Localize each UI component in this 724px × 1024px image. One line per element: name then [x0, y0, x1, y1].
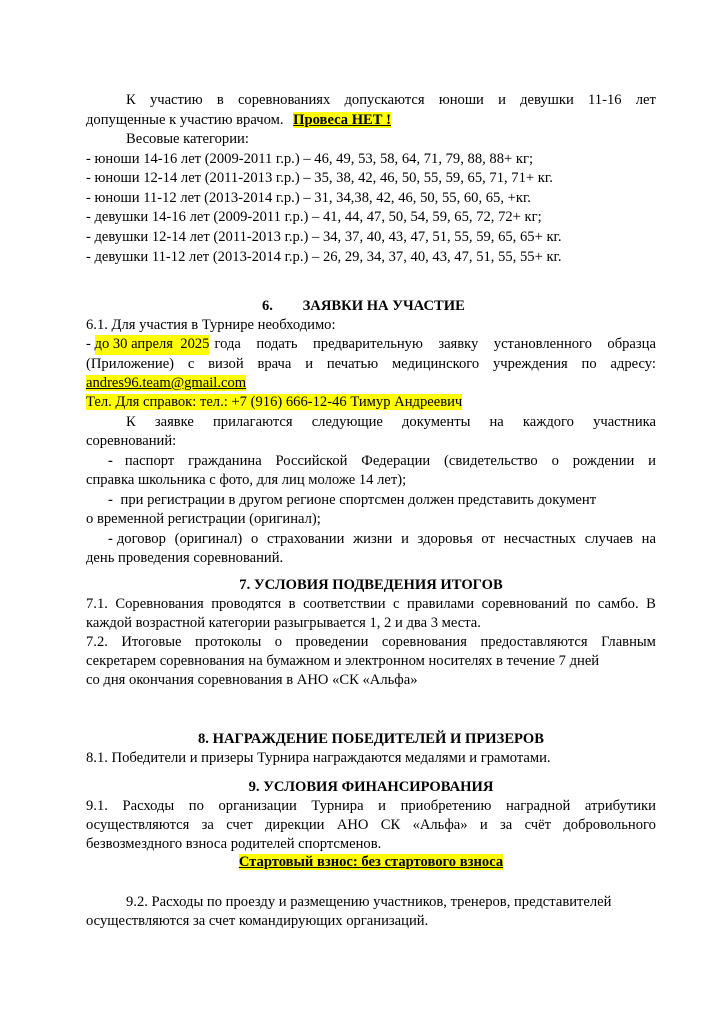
word: и [498, 92, 506, 108]
word: АНО [336, 817, 369, 833]
word: года [214, 336, 241, 352]
section-9-title: 9. УСЛОВИЯ ФИНАНСИРОВАНИЯ [248, 779, 494, 795]
document-bullet-registration [108, 491, 596, 511]
section-6-heading [262, 297, 465, 317]
word: документы [401, 414, 471, 430]
word: соревнований [481, 596, 568, 612]
word: образца [607, 336, 656, 352]
word: 9.1. [86, 798, 108, 814]
word: счёт [524, 817, 552, 833]
section-7-p1-line-1 [86, 595, 656, 615]
word: 11-16 [588, 92, 622, 108]
word: несчастных [503, 531, 576, 547]
word: и [648, 453, 656, 469]
word: соревнования [381, 634, 467, 650]
bullet-insurance-text [117, 530, 656, 550]
word: В [646, 596, 656, 612]
section-9-p2-line-2: осуществляются за счет командирующих организаций. [86, 913, 429, 929]
word: в [216, 92, 224, 108]
word: предварительную [312, 336, 423, 352]
word: допускаются [344, 92, 425, 108]
weigh-in-notice: Провеса НЕТ ! [293, 112, 392, 128]
word: о [250, 531, 259, 547]
word: рождении [572, 453, 635, 469]
word: каждого [522, 414, 574, 430]
section-7-p2-line-2: секретарем соревнования на бумажном и электронном носителях в течение 7 дней [86, 653, 600, 669]
word: в [288, 596, 296, 612]
word: договор [116, 531, 166, 547]
section-8-title: 8. НАГРАЖДЕНИЕ ПОБЕДИТЕЛЕЙ И ПРИЗЕРОВ [198, 731, 544, 747]
application-deadline: до 30 апреля 2025 [95, 335, 210, 355]
word: участию [149, 92, 203, 108]
word: протоколы [195, 634, 262, 650]
word: предоставляются [480, 634, 588, 650]
word: визой [208, 356, 244, 372]
document-bullet-insurance [108, 530, 656, 550]
section-7-p1-line-2: каждой возрастной категории разыгрывается 1, 2 и два 3 места. [86, 615, 481, 631]
weight-category-item: - девушки 14-16 лет (2009-2011 г.р.) – 41, 44, 47, 50, 54, 59, 65, 72, 72+ кг; [86, 209, 542, 225]
word: «Альфа» [412, 817, 468, 833]
word: 7.2. [86, 634, 108, 650]
contact-phone-line [86, 393, 462, 413]
documents-intro-line-1 [126, 413, 656, 433]
word: следующие [311, 414, 383, 430]
word: паспорт [124, 453, 175, 469]
section-6-intro: 6.1. Для участия в Турнире необходимо: [86, 317, 336, 333]
word: за [201, 817, 214, 833]
section-9-p2-line-1: 9.2. Расходы по проезду и размещению участников, тренеров, представителей [126, 894, 612, 910]
bullet-passport-text [125, 452, 656, 472]
word: заявку [438, 336, 479, 352]
weight-category-item: - юноши 14-16 лет (2009-2011 г.р.) – 46, 49, 53, 58, 64, 71, 79, 88, 88+ кг; [86, 151, 534, 167]
word: Расходы [122, 798, 175, 814]
word: на [641, 531, 656, 547]
word: по [581, 356, 597, 372]
word: (Приложение) [86, 356, 175, 372]
word: приобретению [400, 798, 492, 814]
word: случаев [584, 531, 633, 547]
word: Итоговые [121, 634, 182, 650]
word: и [479, 817, 488, 833]
weight-category-item: - юноши 12-14 лет (2011-2013 г.р.) – 35, 38, 42, 46, 50, 55, 59, 65, 71, 71+ кг. [86, 170, 553, 186]
word: проведении [295, 634, 369, 650]
word: добровольного [563, 817, 656, 833]
word: 7.1. [86, 596, 108, 612]
eligibility-line-2 [86, 111, 391, 131]
word: СК [380, 817, 401, 833]
section-7-p2-line-3: со дня окончания соревнования в АНО «СК «Альфа» [86, 672, 418, 688]
word: Соревнования [115, 596, 204, 612]
entry-fee-line [86, 853, 656, 873]
deadline-line-rest [214, 335, 656, 355]
word: врача [257, 356, 292, 372]
word: медицинского [391, 356, 480, 372]
word: Турнира [311, 798, 364, 814]
section-6-deadline-line [86, 335, 656, 355]
word: о [274, 634, 283, 650]
word: дирекции [264, 817, 325, 833]
word: К [126, 414, 136, 430]
word: страховании [266, 531, 345, 547]
bullet-dash: - [108, 492, 113, 508]
word: счет [226, 817, 253, 833]
word: и [305, 356, 313, 372]
word: учреждения [492, 356, 568, 372]
eligibility-line-1 [126, 91, 656, 111]
word: атрибутики [584, 798, 656, 814]
weight-category-item: - юноши 11-12 лет (2013-2014 г.р.) – 31, 34,38, 42, 46, 50, 55, 60, 65, +кг. [86, 190, 531, 206]
bullet-registration-text-cont: о временной регистрации (оригинал); [86, 511, 321, 527]
contact-phone: Тел. Для справок: тел.: +7 (916) 666-12-46 Тимур Андреевич [86, 394, 463, 410]
application-email[interactable] [86, 374, 246, 394]
word: о [551, 453, 559, 469]
word: печатью [326, 356, 379, 372]
deadline-dash: - [86, 336, 95, 352]
word: с [187, 356, 195, 372]
bullet-passport-text-cont: справка школьника с фото, для лиц моложе 14 лет); [86, 472, 407, 488]
word: организации [218, 798, 297, 814]
entry-fee-notice: Стартовый взнос: без стартового взноса [238, 854, 504, 870]
weight-category-item: - девушки 12-14 лет (2011-2013 г.р.) – 34, 37, 40, 43, 47, 51, 55, 59, 65, 65+ кг. [86, 229, 562, 245]
word: от [481, 531, 495, 547]
bullet-dash: - [108, 531, 113, 547]
section-7-p2-line-1 [86, 633, 656, 653]
word: подать [256, 336, 298, 352]
section-7-title: 7. УСЛОВИЯ ПОДВЕДЕНИЯ ИТОГОВ [239, 577, 503, 593]
word: по [575, 596, 591, 612]
word: проводятся [211, 596, 282, 612]
word: наградной [505, 798, 571, 814]
word: (оригинал) [174, 531, 243, 547]
section-9-p1-line-1 [86, 797, 656, 817]
word: осуществляются [86, 817, 190, 833]
word: лет [635, 92, 656, 108]
weight-categories-title: Весовые категории: [126, 131, 249, 147]
word: и [401, 531, 409, 547]
word: за [500, 817, 513, 833]
word: жизни [353, 531, 393, 547]
word: Российской [275, 453, 348, 469]
section-8-p1: 8.1. Победители и призеры Турнира награждаются медалями и грамотами. [86, 750, 551, 766]
section-9-p1-line-3: безвозмездного взноса родителей спортсменов. [86, 836, 382, 852]
documents-intro-line-2: соревнований: [86, 433, 177, 449]
word: по [188, 798, 204, 814]
bullet-registration-text: при регистрации в другом регионе спортсмен должен представить документ [120, 492, 597, 508]
word: с [393, 596, 400, 612]
word: на [489, 414, 504, 430]
bullet-dash: - [108, 453, 113, 469]
word: Федерации [361, 453, 431, 469]
word: здоровья [417, 531, 473, 547]
word: участника [593, 414, 656, 430]
word: самбо. [597, 596, 639, 612]
eligibility-text: допущенные к участию врачом. [86, 112, 284, 128]
word: и [378, 798, 386, 814]
word: Главным [601, 634, 656, 650]
bullet-insurance-text-cont: день проведения соревнований. [86, 550, 284, 566]
section-6-number: 6. [262, 298, 273, 314]
word: (свидетельство [444, 453, 538, 469]
word: соответствии [303, 596, 386, 612]
word: девушки [520, 92, 574, 108]
word: адресу: [610, 356, 656, 372]
word: заявке [154, 414, 194, 430]
word: К [126, 92, 136, 108]
word: прилагаются [212, 414, 293, 430]
section-9-p1-line-2 [86, 816, 656, 836]
email-link[interactable]: andres96.team@gmail.com [86, 375, 247, 391]
word: соревнованиях [237, 92, 331, 108]
section-6-title: ЗАЯВКИ НА УЧАСТИЕ [302, 298, 465, 314]
word: установленного [493, 336, 592, 352]
word: юноши [438, 92, 484, 108]
document-bullet-passport [108, 452, 656, 472]
section-6-address-line [86, 355, 656, 375]
word: гражданина [188, 453, 262, 469]
weight-category-item: - девушки 11-12 лет (2013-2014 г.р.) – 26, 29, 34, 37, 40, 43, 47, 51, 55, 55+ кг. [86, 249, 562, 265]
word: правилами [407, 596, 475, 612]
